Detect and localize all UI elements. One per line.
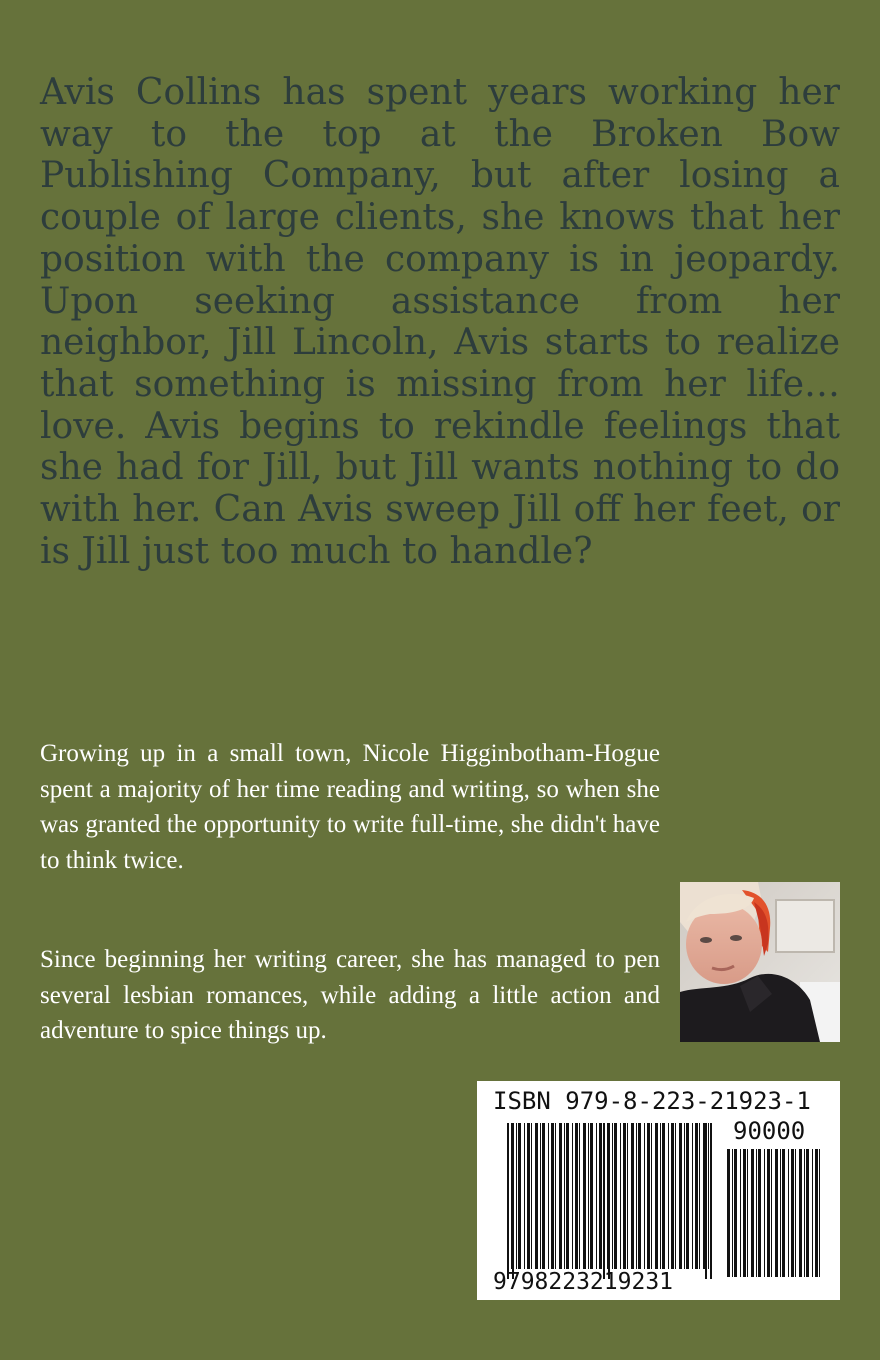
author-photo — [680, 882, 840, 1042]
barcode-bar — [751, 1149, 754, 1277]
barcode-bar — [524, 1123, 525, 1269]
barcode-bar — [780, 1149, 781, 1277]
barcode-bar — [756, 1149, 757, 1277]
barcode-digits: 9798223219231 — [493, 1269, 674, 1295]
barcode-bar — [695, 1123, 698, 1269]
barcode-bar — [555, 1123, 556, 1269]
barcode-bar — [627, 1123, 628, 1269]
barcode-bar — [583, 1123, 586, 1269]
barcode-bar — [806, 1149, 809, 1277]
barcode-bar — [548, 1123, 549, 1269]
barcode-bar — [679, 1123, 682, 1269]
barcode-bar — [542, 1123, 545, 1269]
barcode-bar — [743, 1149, 746, 1277]
barcode-bar — [771, 1149, 772, 1277]
barcode-bar — [767, 1149, 770, 1277]
barcode-bar — [708, 1123, 709, 1269]
author-bio-paragraph: Growing up in a small town, Nicole Higginbotham-Hogue spent a majority of her time reading and writing, so when she was granted the opportunity to write full-time, she didn't have to think twice. — [40, 740, 660, 874]
barcode-bar — [620, 1123, 621, 1269]
barcode-bar — [660, 1123, 661, 1269]
barcode-bar — [747, 1149, 748, 1277]
barcode-guard-bar — [512, 1123, 514, 1279]
barcode-bar — [758, 1149, 761, 1277]
barcode-bar — [559, 1123, 562, 1269]
barcode-bar — [740, 1149, 741, 1277]
barcode-guard-bar — [507, 1123, 509, 1279]
barcode-guard-bar — [705, 1123, 707, 1279]
barcode-bar — [588, 1123, 589, 1269]
barcode-bar — [566, 1123, 569, 1269]
barcode-bar — [572, 1123, 573, 1269]
barcode-bar — [699, 1123, 700, 1269]
author-bio-paragraph: Since beginning her writing career, she has managed to pen several lesbian romances, while adding a little action and adventure to spice things up. — [40, 946, 660, 1044]
barcode-bar — [599, 1123, 602, 1269]
barcode-bar — [788, 1149, 789, 1277]
isbn-label: ISBN 979-8-223-21923-1 — [493, 1087, 811, 1115]
barcode-bar — [527, 1123, 530, 1269]
barcode-bar — [655, 1123, 658, 1269]
barcode-bar — [692, 1123, 693, 1269]
barcode-bar — [727, 1149, 730, 1277]
barcode-bar — [612, 1123, 613, 1269]
barcode-bar — [764, 1149, 765, 1277]
barcode-bar — [799, 1149, 802, 1277]
barcode-bar — [819, 1149, 820, 1277]
barcode-bar — [791, 1149, 794, 1277]
barcode-bar — [590, 1123, 593, 1269]
barcode-bar — [636, 1123, 637, 1269]
barcode-bar — [516, 1123, 517, 1269]
barcode-bar — [671, 1123, 674, 1269]
barcode-bar — [668, 1123, 669, 1269]
barcode-bar — [518, 1123, 521, 1269]
barcode-bar — [535, 1123, 538, 1269]
author-portrait-image — [680, 882, 840, 1042]
barcode-bar — [684, 1123, 685, 1269]
barcode-bar — [638, 1123, 641, 1269]
barcode-bar — [631, 1123, 634, 1269]
barcode-bar — [732, 1149, 733, 1277]
barcode-bar — [734, 1149, 737, 1277]
barcode-bar — [795, 1149, 796, 1277]
barcode-bar — [782, 1149, 785, 1277]
barcode-bar — [804, 1149, 805, 1277]
barcode-bar — [686, 1123, 689, 1269]
barcode-bar — [614, 1123, 617, 1269]
barcode-bar — [815, 1149, 818, 1277]
isbn-barcode — [477, 1081, 840, 1300]
barcode-bar — [675, 1123, 676, 1269]
barcode-guard-bar — [608, 1123, 610, 1279]
barcode-bar — [540, 1123, 541, 1269]
barcode-bar — [564, 1123, 565, 1269]
barcode-bar — [579, 1123, 580, 1269]
barcode-bar — [662, 1123, 665, 1269]
barcode-bar — [551, 1123, 554, 1269]
barcode-bar — [651, 1123, 652, 1269]
book-blurb: Avis Collins has spent years working her way to the top at the Broken Bow Publishing Company, but after losing a couple of large clients, she knows that her position with the company is in jeopardy. Upon seeking assistance from her neighbor, Jill Lincoln, Avis starts to realize that something is missing from her life… love. Avis begins to rekindle feelings that she had for Jill, but Jill wants nothing to do with her. Can Avis sweep Jill off her feet, or is Jill just too much to handle? — [40, 72, 840, 572]
barcode-bar — [812, 1149, 813, 1277]
barcode-guard-bar — [603, 1123, 605, 1279]
barcode-bar — [531, 1123, 532, 1269]
barcode-bar — [644, 1123, 645, 1269]
barcode-bar — [775, 1149, 778, 1277]
barcode-guard-bar — [710, 1123, 712, 1279]
barcode-bar — [623, 1123, 626, 1269]
price-addon-code: 90000 — [733, 1117, 806, 1145]
barcode-bar — [596, 1123, 597, 1269]
barcode-bar — [647, 1123, 650, 1269]
barcode-bar — [575, 1123, 578, 1269]
